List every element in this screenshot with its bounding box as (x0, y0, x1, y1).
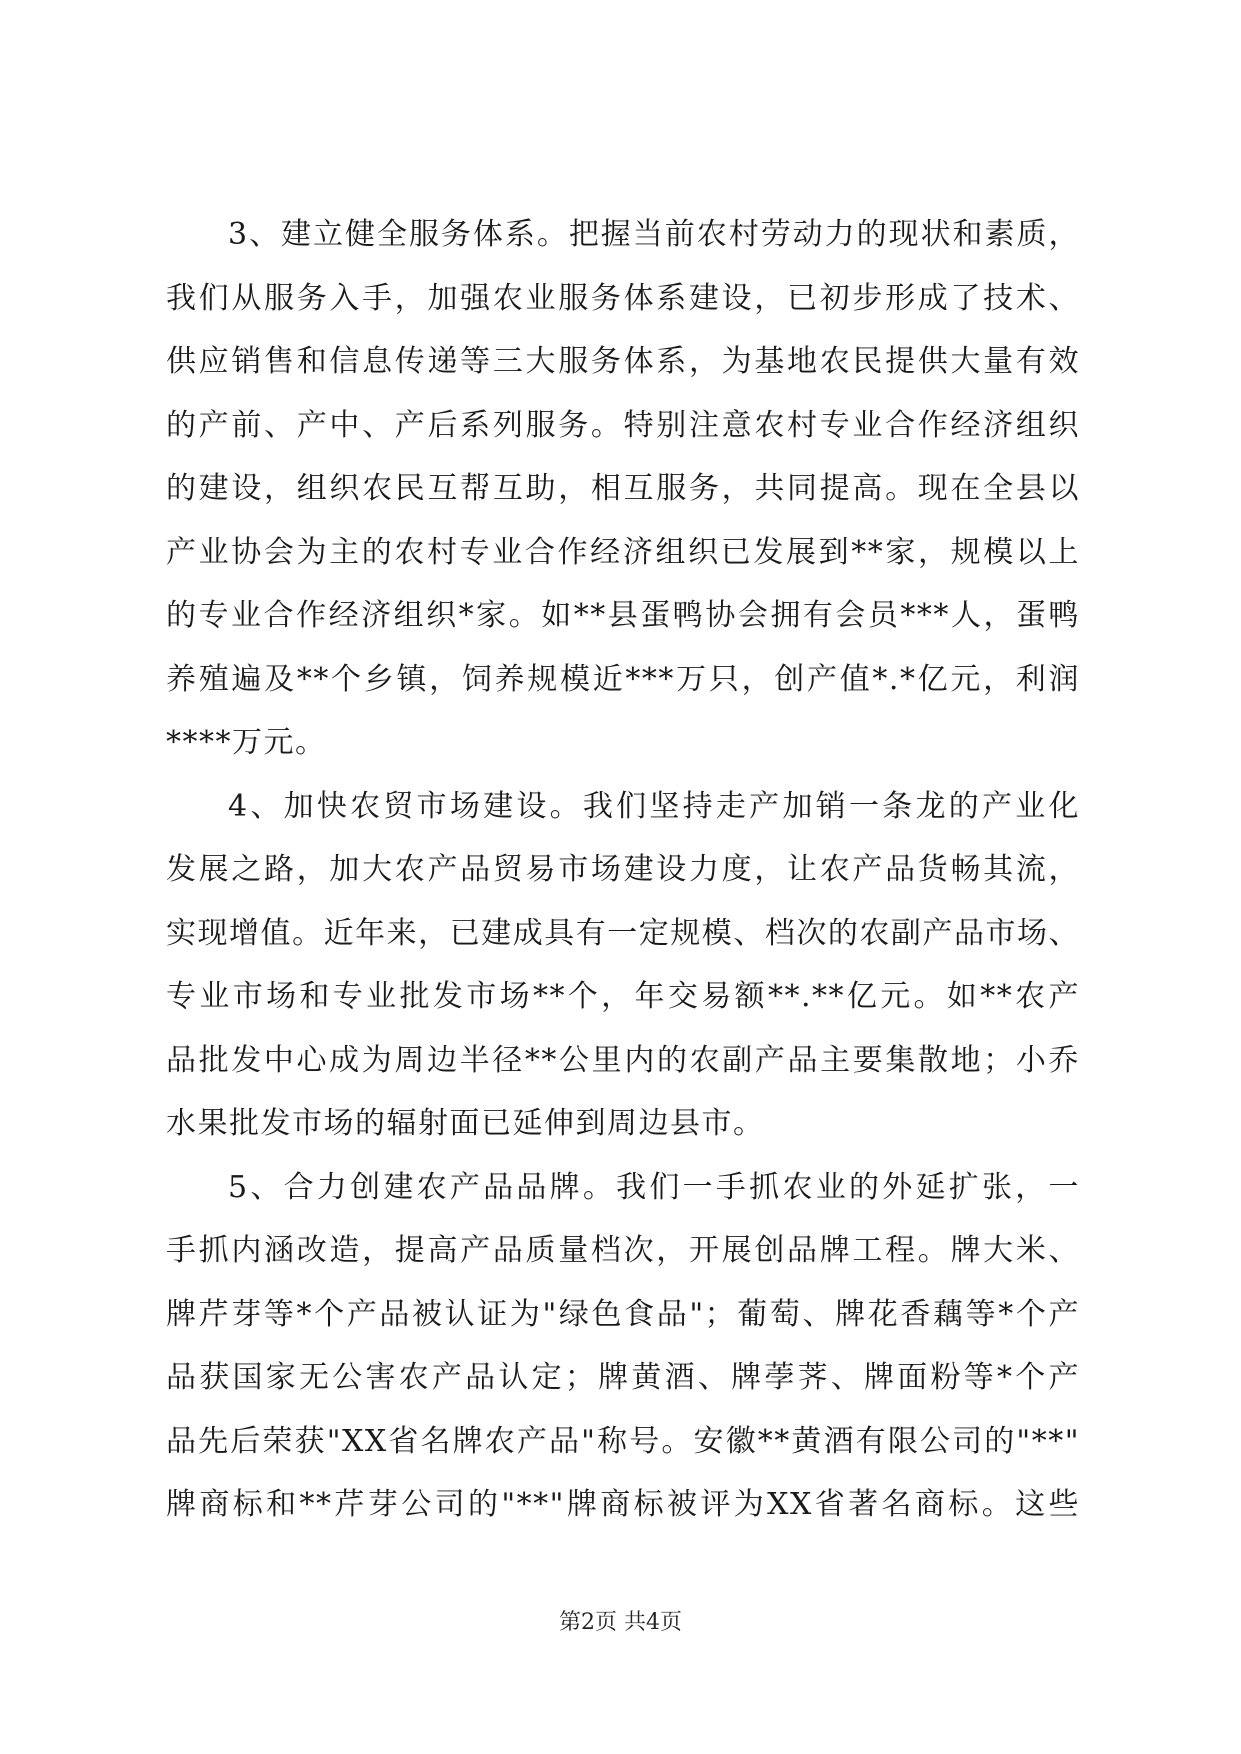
paragraph-4-line-1: 4、加快农贸市场建设。我们坚持走产加销一条龙的产业化 (228, 788, 1080, 824)
paragraph-5-line-2: 手抓内涵改造，提高产品质量档次，开展创品牌工程。牌大米、 (166, 1233, 1080, 1268)
paragraph-3-line-6: 产业协会为主的农村专业合作经济组织已发展到**家，规模以上 (166, 534, 1080, 570)
page-number-footer: 第2页 共4页 (559, 1610, 682, 1635)
paragraph-3-line-4: 的产前、产中、产后系列服务。特别注意农村专业合作经济组织 (166, 407, 1080, 443)
paragraph-4-line-4: 专业市场和专业批发市场**个，年交易额**.**亿元。如**农产 (166, 979, 1080, 1014)
paragraph-4-line-5: 品批发中心成为周边半径**公里内的农副产品主要集散地；小乔 (166, 1042, 1080, 1078)
paragraph-4-line-2: 发展之路，加大农产品贸易市场建设力度，让农产品货畅其流， (166, 852, 1080, 887)
paragraph-5-line-6: 牌商标和**芹芽公司的"**"牌商标被评为XX省著名商标。这些 (166, 1487, 1080, 1522)
paragraph-3-line-1: 3、建立健全服务体系。把握当前农村劳动力的现状和素质， (228, 217, 1080, 252)
paragraph-4-line-3: 实现增值。近年来，已建成具有一定规模、档次的农副产品市场、 (166, 915, 1080, 951)
paragraph-4-line-6: 水果批发市场的辐射面已延伸到周边县市。 (166, 1106, 765, 1141)
paragraph-5-line-4: 品获国家无公害农产品认定；牌黄酒、牌荸荠、牌面粉等*个产 (166, 1360, 1080, 1395)
paragraph-5-line-1: 5、合力创建农产品品牌。我们一手抓农业的外延扩张，一 (228, 1169, 1080, 1205)
paragraph-3-line-3: 供应销售和信息传递等三大服务体系，为基地农民提供大量有效 (166, 344, 1080, 379)
paragraph-3-line-7: 的专业合作经济组织*家。如**县蛋鸭协会拥有会员***人，蛋鸭 (166, 598, 1080, 633)
paragraph-3-line-2: 我们从服务入手，加强农业服务体系建设，已初步形成了技术、 (166, 280, 1080, 316)
paragraph-5-line-5: 品先后荣获"XX省名牌农产品"称号。安徽**黄酒有限公司的"**" (166, 1423, 1080, 1459)
paragraph-5-line-3: 牌芹芽等*个产品被认证为"绿色食品"；葡萄、牌花香藕等*个产 (166, 1296, 1080, 1332)
paragraph-3-line-9: ****万元。 (166, 725, 327, 760)
document-body (166, 203, 1080, 1537)
paragraph-3-line-5: 的建设，组织农民互帮互助，相互服务，共同提高。现在全县以 (166, 471, 1080, 506)
paragraph-3-line-8: 养殖遍及**个乡镇，饲养规模近***万只，创产值*.*亿元，利润 (166, 661, 1080, 697)
